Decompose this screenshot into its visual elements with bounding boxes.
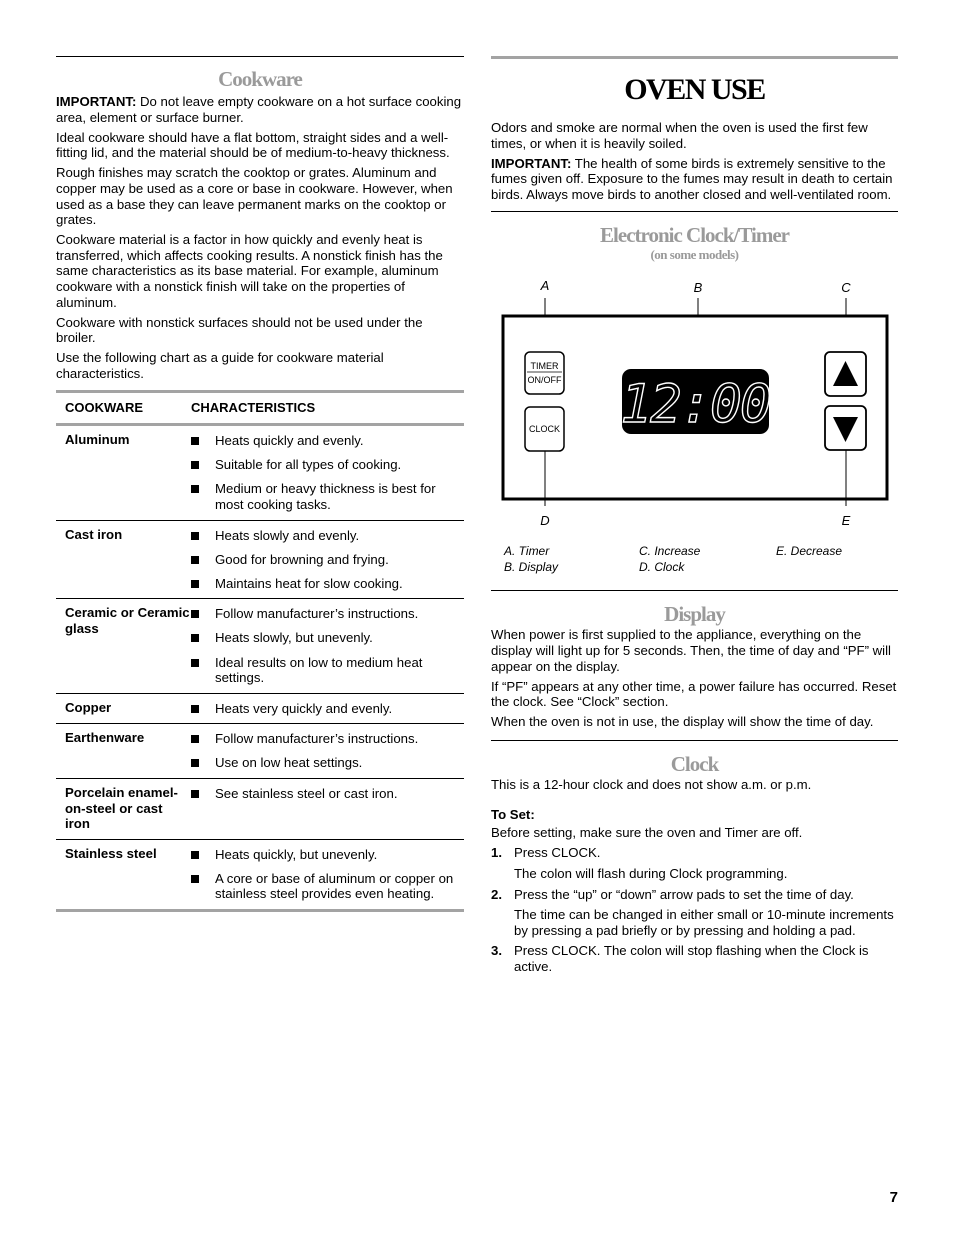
step-number: 2.: [491, 886, 502, 902]
section-divider: [491, 211, 898, 212]
material-name: Earthenware: [65, 730, 145, 746]
important-text: The health of some birds is extremely sensitive to the fumes given off. Exposure to the fumes may result in death to certain birds. Always move birds to another closed and well-ventilated room.: [491, 155, 893, 202]
cookware-section: [56, 56, 464, 912]
characteristics-list: [191, 432, 464, 512]
page-number: 7: [889, 1189, 898, 1206]
display-value: 12:00: [620, 374, 770, 436]
table-row: [56, 840, 464, 912]
clock-button[interactable]: [525, 407, 564, 451]
step-note: The colon will flash during Clock programming.: [514, 865, 788, 881]
paragraph: Cookware with nonstick surfaces should not be used under the broiler.: [56, 314, 423, 346]
step-number: 1.: [491, 845, 502, 861]
important-note: [491, 156, 898, 203]
characteristics-list: [191, 846, 464, 902]
table-row: [56, 521, 464, 600]
label-letter-c: C: [841, 280, 851, 296]
column-header-characteristics: CHARACTERISTICS: [191, 399, 316, 415]
characteristic-item: Ideal results on low to medium heat settings.: [191, 654, 464, 686]
display-heading: Display: [664, 602, 725, 627]
characteristic-item: Heats slowly, but unevenly.: [191, 629, 464, 646]
characteristic-item: Follow manufacturer’s instructions.: [191, 730, 464, 747]
paragraph: Before setting, make sure the oven and Timer are off.: [491, 825, 803, 841]
paragraph: Odors and smoke are normal when the oven is used the first few times, or when it is heavily soiled.: [491, 120, 868, 151]
legend-item: D. Clock: [639, 560, 685, 575]
step-item: [491, 887, 898, 939]
timer-on-off-button[interactable]: [525, 352, 564, 394]
increase-button[interactable]: [825, 352, 866, 396]
characteristic-item: Heats very quickly and evenly.: [191, 700, 464, 717]
characteristic-item: See stainless steel or cast iron.: [191, 785, 464, 802]
characteristics-list: [191, 785, 464, 832]
paragraph: This is a 12-hour clock and does not show a.m. or p.m.: [491, 777, 812, 793]
time-display: [620, 369, 770, 435]
table-row: [56, 779, 464, 840]
step-text: Press the “up” or “down” arrow pads to set the time of day.: [514, 886, 854, 902]
legend-item: A. Timer: [504, 544, 550, 559]
material-name: Stainless steel: [65, 845, 157, 861]
paragraph: Cookware material is a factor in how quickly and evenly heat is transferred, which affects cooking results. A nonstick finish has the same characteristics as its base material. For example, aluminum cookware with a nonstick finish will take on the properties of aluminum.: [56, 232, 443, 310]
important-text: Do not leave empty cookware on a hot surface cooking area, element or surface burner.: [56, 94, 462, 125]
decrease-button[interactable]: [825, 406, 866, 450]
paragraph: When power is first supplied to the appliance, everything on the display will light up for 5 seconds. Then, the time of day and “PF” will appear on the display.: [491, 627, 891, 674]
table-row: [56, 426, 464, 520]
step-item: [491, 943, 898, 974]
characteristic-item: Maintains heat for slow cooking.: [191, 575, 464, 592]
label-letter-e: E: [841, 513, 851, 526]
material-name: Copper: [65, 699, 112, 715]
characteristics-list: [191, 700, 464, 717]
clock-label: CLOCK: [528, 424, 561, 435]
section-divider: [491, 590, 898, 591]
oven-use-section: [491, 56, 898, 979]
cookware-table: [56, 390, 464, 912]
table-row: [56, 694, 464, 725]
characteristics-list: [191, 527, 464, 592]
section-divider: [56, 56, 464, 57]
characteristics-list: [191, 730, 464, 771]
paragraph: Rough finishes may scratch the cooktop or grates. Aluminum and copper may be used as a core or base in cookware. However, when used as a base they can leave permanent marks on the cooktop or grates.: [56, 165, 453, 228]
control-panel-diagram: [491, 273, 898, 525]
to-set-heading: To Set:: [491, 806, 535, 822]
step-text: Press CLOCK.: [514, 845, 601, 861]
oven-use-title: OVEN USE: [624, 73, 765, 106]
table-row: [56, 599, 464, 693]
paragraph: If “PF” appears at any other time, a power failure has occurred. Reset the clock. See “Clock” section.: [491, 678, 897, 710]
steps-list: [491, 845, 898, 974]
characteristic-item: Medium or heavy thickness is best for most cooking tasks.: [191, 480, 464, 512]
important-note: [56, 94, 464, 125]
table-row: [56, 724, 464, 779]
label-letter-d: D: [540, 513, 550, 526]
clock-heading: Clock: [670, 752, 719, 777]
legend-item: C. Increase: [639, 544, 701, 559]
characteristic-item: Follow manufacturer’s instructions.: [191, 605, 464, 622]
section-divider: [491, 56, 898, 59]
characteristic-item: Heats quickly, but unevenly.: [191, 846, 464, 863]
material-name: Aluminum: [65, 432, 130, 448]
label-letter-b: B: [693, 280, 703, 296]
step-text: Press CLOCK. The colon will stop flashing when the Clock is active.: [514, 943, 869, 974]
legend-item: B. Display: [504, 560, 559, 575]
table-header: [56, 390, 464, 427]
characteristic-item: A core or base of aluminum or copper on stainless steel provides even heating.: [191, 870, 464, 902]
important-label: IMPORTANT:: [56, 94, 137, 109]
step-item: [491, 845, 898, 881]
paragraph: When the oven is not in use, the display will show the time of day.: [491, 714, 874, 730]
timer-label: TIMER: [530, 361, 559, 372]
legend-item: E. Decrease: [776, 544, 843, 559]
characteristic-item: Suitable for all types of cooking.: [191, 456, 464, 473]
characteristics-list: [191, 605, 464, 685]
diagram-legend: [491, 543, 898, 575]
material-name: Ceramic or Ceramic glass: [65, 605, 190, 636]
step-number: 3.: [491, 943, 502, 959]
characteristic-item: Good for browning and frying.: [191, 551, 464, 568]
material-name: Cast iron: [65, 526, 123, 542]
clock-timer-subheading: (on some models): [650, 247, 739, 263]
characteristic-item: Heats slowly and evenly.: [191, 527, 464, 544]
cookware-heading: Cookware: [218, 67, 302, 91]
section-divider: [491, 740, 898, 741]
label-letter-a: A: [540, 278, 550, 294]
column-header-cookware: COOKWARE: [65, 399, 143, 415]
important-label: IMPORTANT:: [491, 155, 572, 171]
characteristic-item: Heats quickly and evenly.: [191, 432, 464, 449]
clock-timer-heading: Electronic Clock/Timer: [600, 223, 789, 248]
step-note: The time can be changed in either small or 10-minute increments by pressing a pad briefly or by pressing and holding a pad.: [514, 907, 894, 938]
paragraph: Ideal cookware should have a flat bottom, straight sides and a well-fitting lid, and the material should be of medium-to-heavy thickness.: [56, 129, 450, 161]
material-name: Porcelain enamel-on-steel or cast iron: [65, 785, 178, 832]
characteristic-item: Use on low heat settings.: [191, 754, 464, 771]
on-off-label: ON/OFF: [527, 375, 562, 386]
paragraph: Use the following chart as a guide for cookware material characteristics.: [56, 350, 384, 381]
